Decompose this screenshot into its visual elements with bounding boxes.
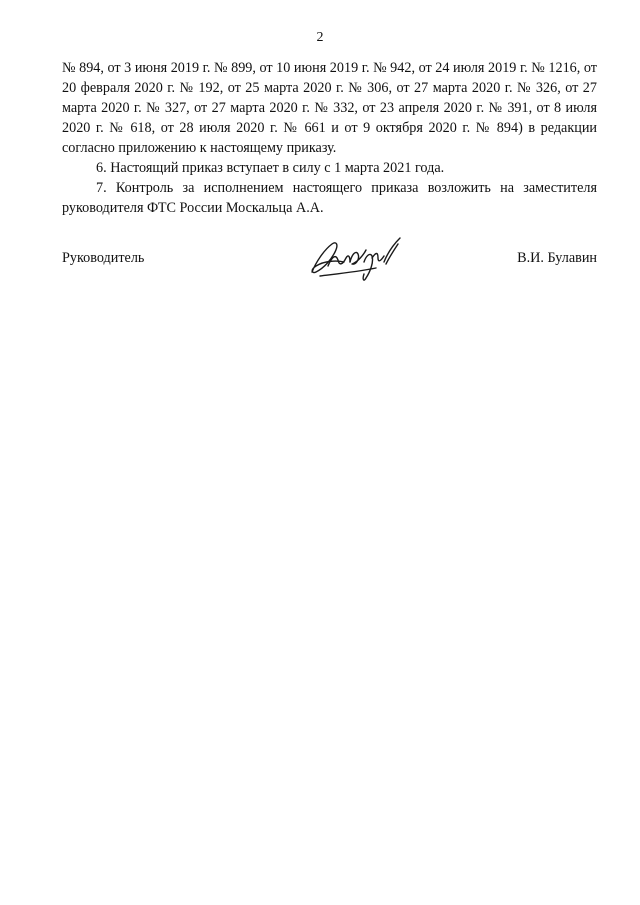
page-number: 2	[316, 30, 324, 45]
signatory-name: В.И. Булавин	[517, 250, 597, 266]
signatory-title: Руководитель	[62, 250, 145, 266]
paragraph-item-6: 6. Настоящий приказ вступает в силу с 1 марта 2021 года.	[96, 160, 445, 176]
signature-block	[62, 232, 597, 292]
handwritten-signature	[306, 232, 406, 288]
document-body	[62, 58, 597, 218]
paragraph-item-7: 7. Контроль за исполнением настоящего приказа возложить на заместителя руководителя ФТС России Москальца А.А.	[62, 180, 597, 216]
paragraph-continuation: № 894, от 3 июня 2019 г. № 899, от 10 июня 2019 г. № 942, от 24 июля 2019 г. № 1216, от 20 февраля 2020 г. № 192, от 25 марта 2020 г. № 306, от 27 марта 2020 г. № 326, от 27 марта 2020 г. № 327, от 27 марта 2020 г. № 332, от 23 апреля 2020 г. № 391, от 8 июля 2020 г. № 618, от 28 июля 2020 г. № 661 и от 9 октября 2020 г. № 894) в редакции согласно приложению к настоящему приказу.	[62, 60, 597, 156]
